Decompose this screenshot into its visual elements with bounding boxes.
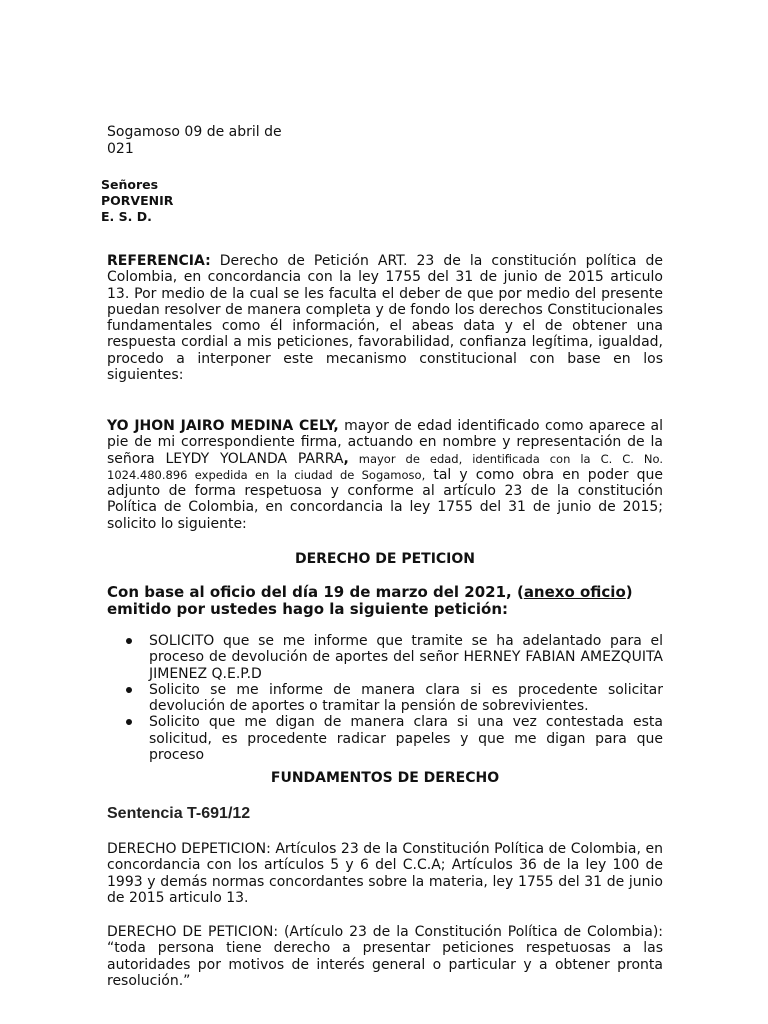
date-line [107,124,297,158]
list-item [107,633,663,682]
request-text: Solicito se me informe de manera clara si es procedente solicitar devolución de aportes o tramitar la pensión de sobrevivientes. [149,681,663,715]
anexo-oficio-link: anexo oficio [523,583,626,601]
referencia-paragraph [107,253,663,383]
list-item [107,682,663,715]
derecho-paragraph-1: DERECHO DEPETICION: Artículos 23 de la Constitución Política de Colombia, en concordancia con los artículos 5 y 6 del C.C.A; Artículos 36 de la ley 100 de 1993 y demás normas concordantes sobre la materia, ley 1755 del 31 de junio de 2015 articulo 13. [107,841,663,906]
intro-paragraph [107,418,663,532]
addressee-esd: E. S. D. [101,209,152,224]
addressee-block [101,177,173,225]
bullet-icon [126,719,132,725]
request-text: Solicito que me digan de manera clara si una vez contestada esta solicitud, es procedente radicar papeles y que me digan para que proceso [149,714,663,764]
referencia-label: REFERENCIA: [107,253,211,269]
date-line-2: 021 [107,141,134,157]
bullet-icon [126,638,132,644]
bullet-icon [126,687,132,693]
addressee-company: PORVENIR [101,193,174,208]
intro-id-text: mayor de edad, identificada con la C. C. No. 1024.480.896 expedida en la ciudad de Sogamoso, [107,451,663,482]
intro-text-1: mayor de edad identificado como aparece al pie de mi correspondiente firma, actuando en nombre y representación de la señora LEYDY YOLANDA PARRA [107,418,664,467]
petitioner-name: YO JHON JAIRO MEDINA CELY, [107,418,339,434]
base-text-2: ) emitido por ustedes hago la siguiente petición: [107,583,633,618]
sentencia-heading: Sentencia T-691/12 [107,805,251,822]
list-item [107,714,663,763]
fundamentos-heading: FUNDAMENTOS DE DERECHO [270,770,500,786]
base-paragraph [107,584,663,618]
requests-list [107,633,663,763]
request-text: SOLICITO que se me informe que tramite se ha adelantado para el proceso de devolución de aportes del señor HERNEY FABIAN AMEZQUITA JIMENEZ Q.E.P.D [149,633,663,682]
base-text-1: Con base al oficio del día 19 de marzo del 2021, ( [107,583,524,601]
referencia-text: Derecho de Petición ART. 23 de la constitución política de Colombia, en concordancia con la ley 1755 del 31 de junio de 2015 articulo 13. Por medio de la cual se les faculta el deber de que por medio del presente puedan resolver de manera completa y de fondo los derechos Constitucionales fundamentales como él información, el abeas data y el de obtener una respuesta cordial a mis peticiones, favorabilidad, confianza legítima, igualdad, procedo a interponer este mecanismo constitucional con base en los siguientes: [107,253,663,384]
date-line-1: Sogamoso 09 de abril de [107,124,282,140]
intro-comma: , [343,450,349,467]
intro-text-2: tal y como obra en poder que adjunto de forma respetuosa y conforme al artículo 23 de la constitución Política de Colombia, en concordancia la ley 1755 del 31 de junio de 2015; solicito lo siguiente: [107,466,663,532]
addressee-salutation: Señores [101,177,159,192]
peticion-heading: DERECHO DE PETICION [294,551,476,567]
derecho-paragraph-2: DERECHO DE PETICION: (Artículo 23 de la Constitución Política de Colombia): “toda persona tiene derecho a presentar peticiones respetuosas a las autoridades por motivos de interés general o particular y a obtener pronta resolución.” [107,924,663,989]
